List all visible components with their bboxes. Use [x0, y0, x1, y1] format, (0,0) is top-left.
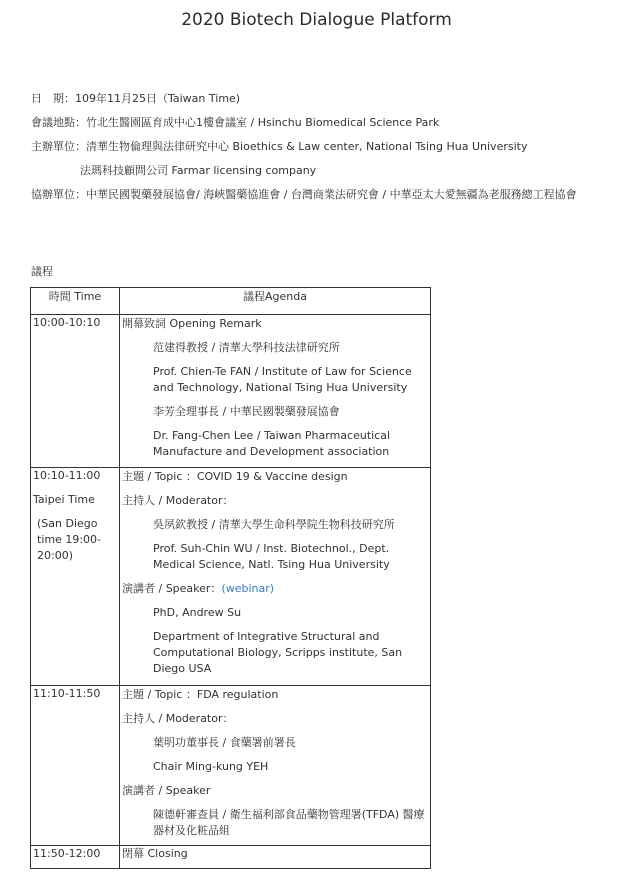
speaker-zh: 李芳全理事長 / 中華民國製藥發展協會: [153, 405, 340, 418]
info-co-organizer: [31, 187, 577, 202]
organizer-value-2: 法瑪科技顧問公司 Farmar licensing company: [80, 164, 317, 177]
speaker-affiliation: Department of Integrative Structural and Computational Biology, Scripps institute, San Diego USA: [153, 630, 403, 675]
header-agenda: 議程Agenda: [120, 288, 431, 315]
co-organizer-value: 中華民國製藥發展協會/ 海峽醫藥協進會 / 台灣商業法研究會 / 中華亞太大愛無疆為老服務總工程協會: [86, 188, 577, 201]
info-date: [31, 91, 240, 106]
moderator-en: Prof. Suh-Chin WU / Inst. Biotechnol., Dept. Medical Science, Natl. Tsing Hua University: [153, 542, 390, 571]
agenda-label: 議程: [31, 265, 53, 278]
speaker-zh: 范建得教授 / 清華大學科技法律研究所: [153, 341, 340, 354]
time-alt: (San Diego time 19:00-20:00): [37, 517, 102, 562]
row-heading: 閉幕 Closing: [120, 846, 431, 869]
row-time: 11:10-11:50: [31, 686, 120, 846]
agenda-header-row: [31, 288, 431, 315]
co-organizer-label: 協辦單位：: [31, 188, 86, 201]
page-title: 2020 Biotech Dialogue Platform: [181, 10, 452, 30]
moderator-zh: 葉明功董事長 / 食藥署前署長: [153, 736, 296, 749]
organizer-value-1: 清華生物倫理與法律研究中心 Bioethics & Law center, National Tsing Hua University: [86, 140, 528, 153]
moderator-label: 主持人 / Moderator：: [122, 712, 234, 725]
agenda-row-fda: [31, 686, 431, 846]
speaker-label: 演講者 / Speaker：: [122, 582, 222, 595]
time-zone: Taipei Time: [33, 493, 95, 506]
speaker-en: Dr. Fang-Chen Lee / Taiwan Pharmaceutical Manufacture and Development association: [153, 429, 391, 458]
venue-value: 竹北生醫園區育成中心1樓會議室 / Hsinchu Biomedical Science Park: [86, 116, 440, 129]
moderator-label: 主持人 / Moderator：: [122, 494, 234, 507]
info-venue: [31, 115, 439, 130]
moderator-zh: 吳夙欽教授 / 清華大學生命科學院生物科技研究所: [153, 518, 395, 531]
agenda-row-closing: [31, 846, 431, 869]
speaker-zh: 陳德軒審查員 / 衛生福利部食品藥物管理署(TFDA) 醫療器材及化粧品組: [153, 808, 425, 837]
speaker-en: Prof. Chien-Te FAN / Institute of Law for Science and Technology, National Tsing Hua University: [153, 365, 412, 394]
row-content: [120, 686, 431, 846]
row-content: [120, 468, 431, 686]
header-time: 時間 Time: [31, 288, 120, 315]
agenda-table: [30, 287, 431, 869]
speaker-line: [122, 581, 428, 597]
info-organizer: [31, 139, 527, 154]
topic: 主題 / Topic ：FDA regulation: [122, 688, 279, 701]
row-time: 11:50-12:00: [31, 846, 120, 869]
row-time: [31, 468, 120, 686]
date-label: 日 期：: [31, 92, 75, 105]
agenda-row-opening: [31, 315, 431, 468]
agenda-row-covid: [31, 468, 431, 686]
venue-label: 會議地點：: [31, 116, 86, 129]
time-range: 10:10-11:00: [33, 469, 101, 482]
date-value: 109年11月25日（Taiwan Time): [75, 92, 241, 105]
speaker-label: 演講者 / Speaker: [122, 784, 211, 797]
topic: 主題 / Topic ：COVID 19 & Vaccine design: [122, 470, 348, 483]
speaker-name: PhD, Andrew Su: [153, 606, 242, 619]
organizer-label: 主辦單位：: [31, 140, 86, 153]
moderator-en: Chair Ming-kung YEH: [153, 760, 269, 773]
webinar-link[interactable]: (webinar): [221, 582, 275, 595]
row-content: [120, 315, 431, 468]
row-time: 10:00-10:10: [31, 315, 120, 468]
row-heading: 開幕致詞 Opening Remark: [122, 317, 262, 330]
info-organizer-2: [80, 163, 316, 178]
